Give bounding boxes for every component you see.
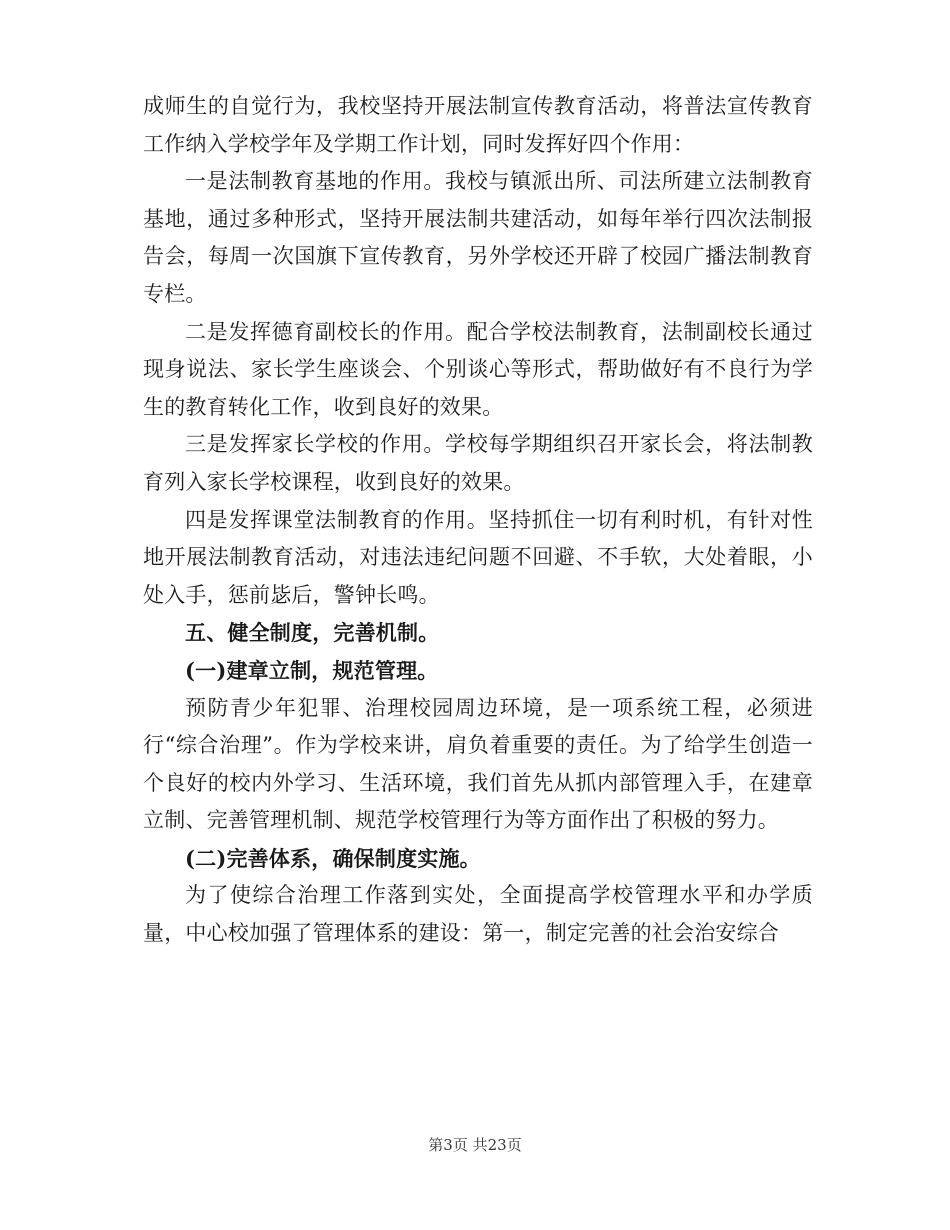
subsection-heading-one: (一)建章立制，规范管理。 <box>185 657 439 683</box>
subsection-heading-two: (二)完善体系，确保制度实施。 <box>185 845 481 871</box>
document-body <box>143 88 813 953</box>
paragraph-intro: 成师生的自觉行为，我校坚持开展法制宣传教育活动，将普法宣传教育工作纳入学校学年及学期工作计划，同时发挥好四个作用： <box>143 94 813 156</box>
paragraph-role-four: 四是发挥课堂法制教育的作用。坚持抓住一切有利时机，有针对性地开展法制教育活动，对违法违纪问题不回避、不手软，大处着眼，小处入手，惩前毖后，警钟长鸣。 <box>143 507 813 607</box>
paragraph-role-two: 二是发挥德育副校长的作用。配合学校法制教育，法制副校长通过现身说法、家长学生座谈会、个别谈心等形式，帮助做好有不良行为学生的教育转化工作，收到良好的效果。 <box>143 319 813 419</box>
page-number-footer: 第3页 共23页 <box>428 1136 522 1154</box>
paragraph-prevention: 预防青少年犯罪、治理校园周边环境，是一项系统工程，必须进行“综合治理”。作为学校来讲，肩负着重要的责任。为了给学生创造一个良好的校内外学习、生活环境，我们首先从抓内部管理入手，在建章立制、完善管理机制、规范学校管理行为等方面作出了积极的努力。 <box>143 695 813 833</box>
paragraph-role-three: 三是发挥家长学校的作用。学校每学期组织召开家长会，将法制教育列入家长学校课程，收到良好的效果。 <box>143 432 813 494</box>
paragraph-system: 为了使综合治理工作落到实处，全面提高学校管理水平和办学质量，中心校加强了管理体系的建设：第一，制定完善的社会治安综合 <box>143 883 813 946</box>
section-heading-five: 五、健全制度，完善机制。 <box>185 620 440 646</box>
paragraph-role-one: 一是法制教育基地的作用。我校与镇派出所、司法所建立法制教育基地，通过多种形式，坚持开展法制共建活动，如每年举行四次法制报告会，每周一次国旗下宣传教育，另外学校还开辟了校园广播法制教育专栏。 <box>143 169 813 306</box>
